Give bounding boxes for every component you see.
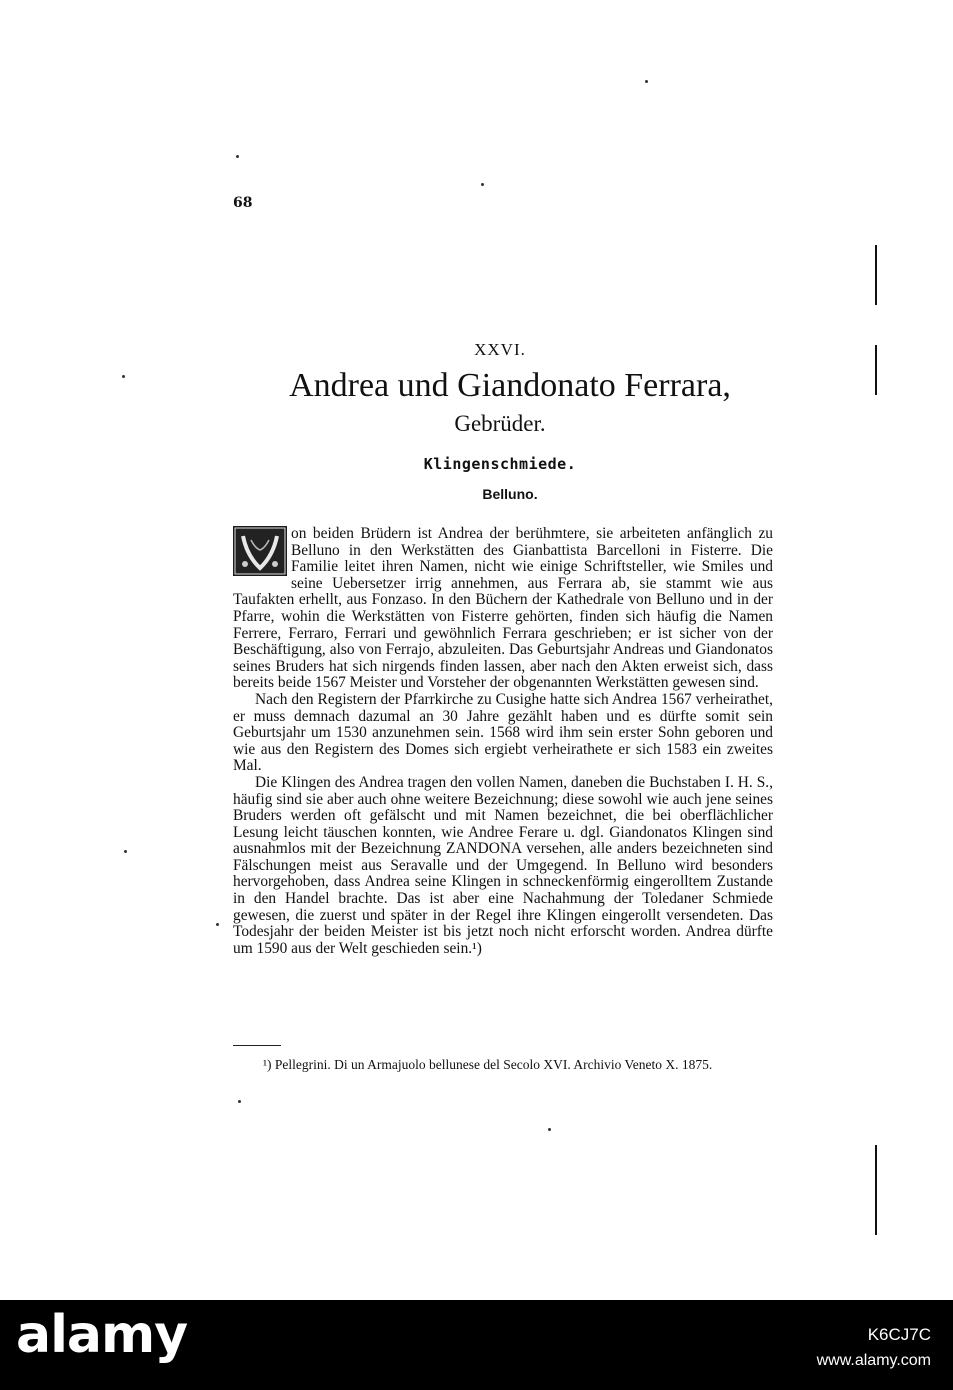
decorative-initial [233,526,287,576]
scan-speck [481,183,484,186]
page-subtitle: Gebrüder. [454,411,546,436]
page-title: Andrea und Giandonato Ferrara, [289,367,731,404]
scan-speck [216,923,219,926]
watermark-url: www.alamy.com [816,1352,931,1369]
scan-edge-mark [875,345,877,395]
chapter-number: XXVI. [474,340,526,359]
scan-speck [122,375,125,378]
footnote-rule [233,1045,281,1046]
scan-edge-mark [875,245,877,305]
scan-speck [645,80,648,83]
page-number: 68 [233,195,253,211]
scan-speck [236,155,239,158]
paragraph-2: Nach den Registern der Pfarrkirche zu Cusighe hatte sich Andrea 1567 verheirathet, er muss demnach dazumal an 30 Jahre gezählt haben und es dürfte somit sein Geburtsjahr um 1530 anzunehmen sein. 1568 wird ihm sein erster Sohn geboren und wie aus den Registern des Domes sich ergiebt verheirathete er sich 1583 ein zweites Mal. [233,690,773,775]
paragraph-3: Die Klingen des Andrea tragen den vollen Namen, daneben die Buchstaben I. H. S., häufig sind sie aber auch ohne weitere Bezeichnung; diese sowohl wie auch jene seines Bruders werden oft gefälscht und mit Namen bezeichnet, die bei oberflächlicher Lesung leicht täuschen konnten, wie Andree Ferare u. dgl. Giandonatos Klingen sind ausnahmlos mit der Bezeichnung ZANDONA versehen, alle anders bezeichneten sind Fälschungen meist aus Seravalle und der Umgegend. In Belluno wird besonders hervorgehoben, dass Andrea seine Klingen in schneckenförmig eingerolltem Zustande in den Handel brachte. Das ist aber eine Nachahmung der Toledaner Schmiede gewesen, die zuerst und später in der Regel ihre Klingen eingerollt versendeten. Das Todesjahr der beiden Meister ist bis jetzt noch nicht erforscht worden. Andrea dürfte um 1590 aus der Welt geschieden sein.¹) [233,773,773,957]
scan-speck [548,1128,551,1131]
body-text [233,526,773,957]
scan-speck [238,1100,241,1103]
place-heading: Belluno. [482,486,538,502]
scan-speck [124,850,127,853]
footnote: ¹) Pellegrini. Di un Armajuolo bellunese del Secolo XVI. Archivio Veneto X. 1875. [263,1057,713,1072]
watermark-logo: alamy [16,1305,188,1365]
paragraph-1 [233,526,773,692]
paragraph-1-text: on beiden Brüdern ist Andrea der berühmtere, sie arbeiteten anfänglich zu Belluno in den Werkstätten des Gianbattista Barcelloni in Fisterre. Die Familie leitet ihren Namen, nicht wie einige Schriftsteller, wie Smiles und seine Uebersetzer irrig annehmen, aus Ferrara ab, sie stammt wie aus Taufakten erhellt, aus Fonzaso. In den Büchern der Kathedrale von Belluno und in der Pfarre, wohin die Werkstätten von Fisterre gehörten, finden sich häufig die Namen Ferrere, Ferraro, Ferrari und gewöhnlich Ferrara geschrieben; er ist sicher von der Beschäftigung, also von Ferrajo, abzuleiten. Das Geburtsjahr Andreas und Giandonatos seines Bruders hat sich nirgends finden lassen, aber nach den Akten erweist sich, dass bereits beide 1567 Meister und Vorsteher der obgenannten Werkstätten gewesen sind. [233,525,773,692]
image-code: K6CJ7C [867,1325,931,1344]
trade-heading: Klingenschmiede. [423,455,577,473]
scan-edge-mark [875,1145,877,1235]
